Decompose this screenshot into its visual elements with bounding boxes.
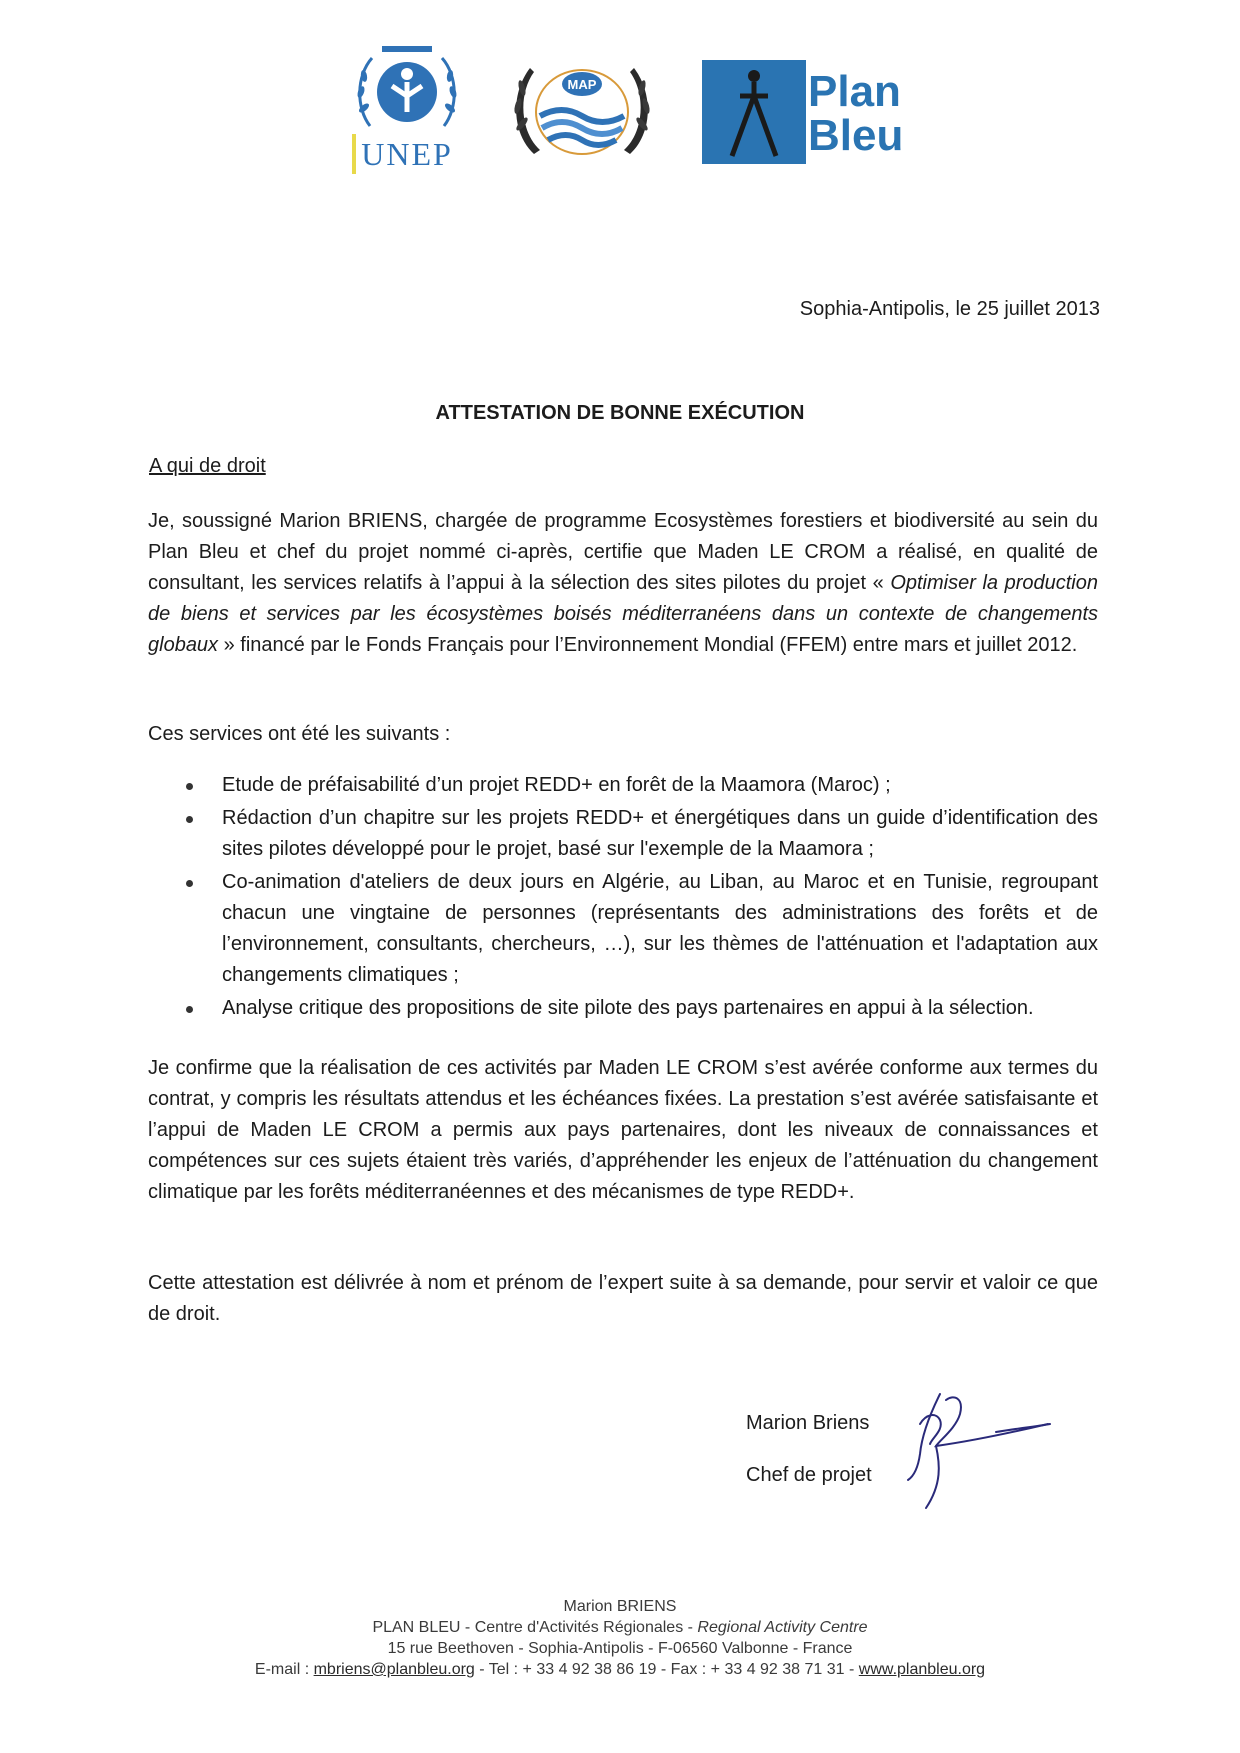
map-emblem-icon [504,54,660,166]
list-item [178,993,1098,1024]
signatory-role: Chef de projet [746,1464,872,1486]
map-wordmark: MAP [567,77,597,92]
footer-org-text: PLAN BLEU - Centre d'Activités Régionales - [372,1619,698,1636]
paragraph-intro [148,506,1098,661]
plan-bleu-word-plan: Plan [808,67,901,116]
footer-website-link[interactable]: www.planbleu.org [858,1661,986,1678]
plan-bleu-box [702,60,806,164]
unep-logo [352,46,462,174]
letter-title: ATTESTATION DE BONNE EXÉCUTION [435,402,805,424]
list-item-text: Analyse critique des propositions de site pilote des pays partenaires en appui à la sélection. [222,997,1034,1019]
footer-email-label: E-mail : [254,1661,314,1678]
project-title: Optimiser la production de biens et services par les écosystèmes boisés méditerranéens dans un contexte de changements globaux [148,572,1098,656]
bullet-icon [186,816,193,823]
list-item-text: Co-animation d'ateliers de deux jours en Algérie, au Liban, au Maroc et en Tunisie, regroupant chacun une vingtaine de personnes (représentants des administrations des forêts et de l’environnement, consultants, chercheurs, …), sur les thèmes de l'atténuation et l'adaptation aux changements climatiques ; [222,871,1098,986]
letter-date: Sophia-Antipolis, le 25 juillet 2013 [799,298,1100,320]
footer-address: 15 rue Beethoven - Sophia-Antipolis - F-06560 Valbonne - France [387,1640,853,1657]
bullet-icon [186,1006,193,1013]
unep-wordmark: UNEP [361,136,453,172]
salutation: A qui de droit [149,455,266,477]
paragraph-closing: Cette attestation est délivrée à nom et prénom de l’expert suite à sa demande, pour servir et valoir ce que de droit. [148,1272,1098,1325]
paragraph-confirmation: Je confirme que la réalisation de ces activités par Maden LE CROM s’est avérée conforme aux termes du contrat, y compris les résultats attendus et les échéances fixées. La prestation s’est avérée satisfaisante et l’appui de Maden LE CROM a permis aux pays partenaires, dont les niveaux de connaissances et compétences sur ces sujets étaient très variés, d’appréhender les enjeux de l’atténuation du changement climatique par les forêts méditerranéennes et des mécanismes de type REDD+. [148,1057,1098,1203]
bullet-icon [186,783,193,790]
footer-contact [0,1659,1240,1680]
list-item [178,770,1098,801]
list-item [178,867,1098,991]
letter-footer [0,1596,1240,1680]
footer-phone-fax: - Tel : + 33 4 92 38 86 19 - Fax : + 33 4 92 38 71 31 - [474,1661,859,1678]
footer-org-italic: Regional Activity Centre [697,1619,868,1636]
list-item-text: Rédaction d’un chapitre sur les projets REDD+ et énergétiques dans un guide d’identification des sites pilotes développé pour le projet, basé sur l'exemple de la Maamora ; [222,807,1098,860]
plan-bleu-figure-icon [702,60,806,164]
paragraph-intro-part-b: » financé par le Fonds Français pour l’Environnement Mondial (FFEM) entre mars et juillet 2012. [218,634,1078,656]
footer-name: Marion BRIENS [563,1598,677,1615]
handwritten-signature [900,1384,1060,1510]
footer-organization [0,1617,1240,1638]
plan-bleu-word-bleu: Bleu [808,111,904,160]
unep-emblem-icon [352,46,462,136]
signatory-name: Marion Briens [746,1412,870,1434]
list-item-text: Etude de préfaisabilité d’un projet REDD+ en forêt de la Maamora (Maroc) ; [222,774,891,796]
paragraph-intro-part-a: Je, soussigné Marion BRIENS, chargée de programme Ecosystèmes forestiers et biodiversité au sein du Plan Bleu et chef du projet nommé ci-après, certifie que Maden LE CROM a réalisé, en qualité de consultant, les services relatifs à l’appui à la sélection des sites pilotes du projet « [148,510,1098,594]
services-list [178,770,1098,1026]
plan-bleu-logo [702,60,912,164]
footer-email-link[interactable]: mbriens@planbleu.org [313,1661,475,1678]
map-logo [504,54,660,166]
list-item [178,803,1098,865]
bullet-icon [186,880,193,887]
paragraph-services-intro: Ces services ont été les suivants : [148,723,451,745]
